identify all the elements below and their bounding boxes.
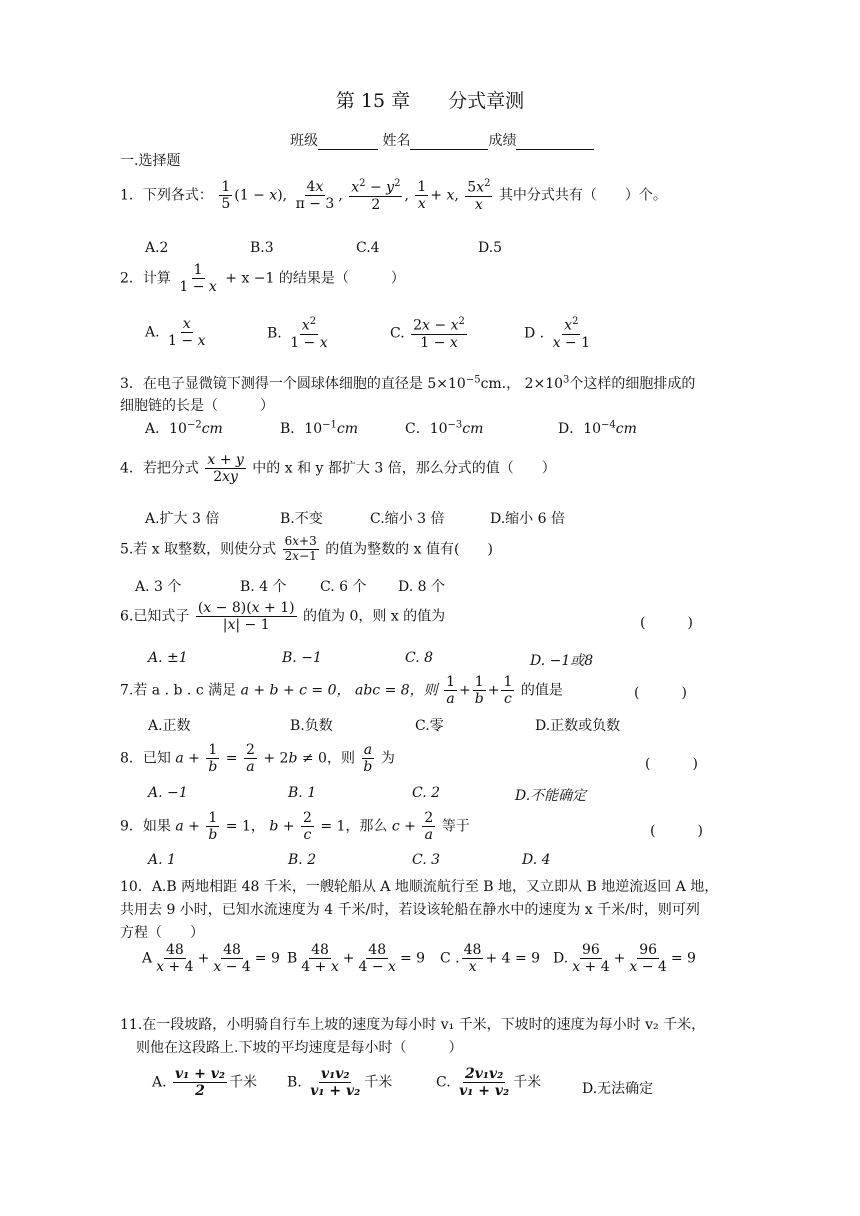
q7-condition-product: abc = 8，则: [354, 682, 438, 699]
q6-prefix: 6.已知式子: [120, 608, 190, 625]
student-info-line: [290, 130, 594, 150]
q3-text-c: 2×10: [524, 376, 564, 392]
q5-option-d[interactable]: D. 8 个: [398, 579, 445, 595]
q4-option-c[interactable]: C.缩小 3 倍: [370, 511, 445, 527]
q3-text-b: cm.，: [480, 376, 521, 392]
q5-option-a[interactable]: A. 3 个: [135, 579, 182, 595]
q9-option-b[interactable]: B. 2: [288, 852, 317, 868]
question-2: [120, 262, 405, 295]
q7-prefix: 7.若 a . b . c 满足: [120, 682, 237, 699]
q9-option-c[interactable]: C. 3: [412, 852, 441, 868]
q4-suffix: 中的 x 和 y 都扩大 3 倍，那么分式的值（ ）: [252, 460, 556, 477]
q3-option-d[interactable]: D．$10^{-4}cm$: [558, 419, 637, 437]
q1-option-b[interactable]: B.3: [250, 240, 274, 256]
q2-option-d[interactable]: D . $\frac{x^2}{x - 1}$: [524, 316, 591, 351]
q9-suffix: 等于: [441, 818, 470, 835]
q5-option-b[interactable]: B. 4 个: [240, 579, 287, 595]
q4-option-a[interactable]: A.扩大 3 倍: [145, 511, 220, 527]
q1-option-c[interactable]: C.4: [356, 240, 380, 256]
score-label: 成绩: [488, 133, 517, 149]
q3-text-a: 3．在电子显微镜下测得一个圆球体细胞的直径是 5×10: [120, 376, 466, 392]
question-9: 9．如果 a + $\frac{1}{b}$ = 1， b + $\frac{2}{c}$ = 1，那么 c + $\frac{2}{a}$ 等于: [120, 810, 470, 844]
q5-suffix: 的值为整数的 x 值有( ): [325, 541, 493, 558]
q1-suffix: 其中分式共有（ ）个。: [498, 187, 667, 204]
q7-frac-a: $\frac{1}{a}$: [446, 674, 456, 708]
q8-option-b[interactable]: B. 1: [288, 785, 317, 801]
q4-frac: $\frac{x + y}{2xy}$: [207, 452, 244, 486]
q1-frac-a: $\frac{1}{5}$: [221, 178, 231, 212]
q2-frac: $\frac{1}{1 - x}$: [179, 262, 217, 296]
q2-option-b[interactable]: B. $\frac{x^2}{1 - x}$: [267, 316, 328, 351]
q11-option-c[interactable]: C. $\frac{\text{2v₁v₂}}{\text{v₁ + v₂}}$ 千米: [436, 1066, 542, 1100]
q10-option-a[interactable]: A $\frac{48}{x + 4}$ + $\frac{48}{x - 4}$ = 9: [142, 942, 280, 976]
q11-option-b[interactable]: B. $\frac{\text{v₁v₂}}{\text{v₁ + v₂}}$ 千米: [287, 1066, 393, 1100]
q7-condition-sum: a + b + c = 0，: [240, 682, 351, 699]
q1-frac-b: $\frac{4x}{\pi - 3}$: [295, 178, 335, 212]
q5-frac: $\frac{6x+3}{2x-1}$: [284, 534, 317, 563]
q6-answer-paren[interactable]: ( ): [640, 615, 693, 631]
question-3: [120, 373, 695, 393]
q11-option-a[interactable]: A. $\frac{\text{v₁ + v₂}}{2}$ 千米: [152, 1066, 258, 1100]
q7-option-b[interactable]: B.负数: [290, 718, 333, 734]
q3-option-b[interactable]: B．$10^{-1}cm$: [280, 419, 358, 437]
q9-option-d[interactable]: D. 4: [522, 852, 551, 868]
q9-answer-paren[interactable]: ( ): [650, 823, 703, 839]
question-4: [120, 452, 556, 485]
q8-answer-paren[interactable]: ( ): [645, 756, 698, 772]
q6-option-c[interactable]: C. 8: [405, 650, 434, 666]
q7-option-c[interactable]: C.零: [415, 718, 444, 734]
q10-line-2: 共用去 9 小时，已知水流速度为 4 千米/时，若设该轮船在静水中的速度为 x 千米/时，则可列: [120, 902, 700, 918]
q4-prefix: 4．若把分式: [120, 460, 199, 477]
question-1: 1．下列各式： $\frac{1}{5}$ (1 − x), $\frac{4x}{\pi - 3}$ , $\frac{x^2 - y^2}{2}$ , $\frac{1}{x}$ + x, $\frac{5x^2}{x}$ 其中分式共有（ ）个。: [120, 178, 667, 213]
q2-prefix: 2．计算: [120, 270, 171, 287]
q8-suffix: 为: [380, 750, 395, 767]
q10-option-c[interactable]: C . $\frac{48}{x}$ + 4 = 9: [440, 942, 541, 976]
q3-option-c[interactable]: C．$10^{-3}cm$: [405, 419, 484, 437]
q11-line-2: 则他在这段路上.下坡的平均速度是每小时（ ）: [136, 1040, 463, 1056]
question-7: 7.若 a . b . c 满足 a + b + c = 0， abc = 8，则 $\frac{1}{a}$ + $\frac{1}{b}$ + $\frac{1}{c}$ 的值是: [120, 674, 563, 708]
q2-option-a[interactable]: A. $\frac{x}{1 - x}$: [145, 316, 206, 350]
q8-option-a[interactable]: A. −1: [148, 785, 188, 801]
class-label: 班级: [290, 133, 318, 149]
q4-option-d[interactable]: D.缩小 6 倍: [490, 511, 565, 527]
q10-option-d[interactable]: D. $\frac{96}{x + 4}$ + $\frac{96}{x - 4}$ = 9: [553, 942, 696, 976]
name-blank[interactable]: [410, 149, 488, 150]
q3-line-2: 细胞链的长是（ ）: [120, 398, 274, 414]
class-blank[interactable]: [318, 149, 378, 150]
q5-option-c[interactable]: C. 6 个: [320, 579, 367, 595]
question-6: [120, 600, 445, 633]
q1-prefix: 1．下列各式：: [120, 187, 213, 204]
question-8: 8．已知 a + $\frac{1}{b}$ = $\frac{2}{a}$ + 2b ≠ 0，则 $\frac{a}{b}$ 为: [120, 742, 395, 776]
question-5: [120, 535, 493, 564]
q7-option-d[interactable]: D.正数或负数: [535, 718, 621, 734]
q7-frac-b: $\frac{1}{b}$: [474, 674, 484, 708]
q11-option-d[interactable]: D.无法确定: [582, 1081, 654, 1097]
section-heading: 一.选择题: [120, 153, 181, 169]
q10-line-1: 10．A.B 两地相距 48 千米，一艘轮船从 A 地顺流航行至 B 地，又立即从 B 地逆流返回 A 地，: [120, 879, 719, 895]
q6-suffix: 的值为 0，则 x 的值为: [303, 608, 446, 625]
page-title: 第 15 章 分式章测: [335, 90, 525, 112]
q4-option-b[interactable]: B.不变: [280, 511, 323, 527]
q8-option-c[interactable]: C. 2: [412, 785, 441, 801]
name-label: 姓名: [382, 133, 411, 149]
q3-exp-b: 3: [563, 374, 570, 386]
q7-answer-paren[interactable]: ( ): [634, 685, 687, 701]
q8-option-d[interactable]: D.不能确定: [515, 788, 587, 804]
q7-frac-c: $\frac{1}{c}$: [503, 674, 513, 708]
q5-prefix: 5.若 x 取整数，则使分式: [120, 541, 277, 558]
q1-option-a[interactable]: A.2: [145, 240, 169, 256]
q7-option-a[interactable]: A.正数: [148, 718, 191, 734]
q2-suffix: 的结果是（ ）: [278, 270, 405, 287]
q3-text-d: 个这样的细胞排成的: [569, 376, 696, 392]
q6-option-a[interactable]: A. ±1: [148, 650, 188, 666]
q10-option-b[interactable]: B $\frac{48}{4 + x}$ + $\frac{48}{4 - x}$ = 9: [287, 942, 426, 976]
q6-option-d[interactable]: D. −1或8: [530, 653, 594, 669]
q9-option-a[interactable]: A. 1: [148, 852, 176, 868]
q1-frac-d: $\frac{1}{x}$: [417, 178, 427, 212]
q1-option-d[interactable]: D.5: [478, 240, 503, 256]
score-blank[interactable]: [516, 149, 594, 150]
q1-frac-e: $\frac{5x^2}{x}$: [467, 178, 491, 213]
q2-option-c[interactable]: C. $\frac{2x - x^2}{1 - x}$: [390, 316, 465, 351]
q1-frac-c: $\frac{x^2 - y^2}{2}$: [351, 178, 401, 213]
q11-line-1: 11.在一段坡路，小明骑自行车上坡的速度为每小时 v₁ 千米，下坡时的速度为每小时 v₂ 千米，: [120, 1017, 706, 1033]
q6-frac: $\frac{(x - 8)(x + 1)}{|x| - 1}$: [197, 600, 295, 634]
q10-line-3: 方程（ ）: [120, 925, 204, 941]
q3-option-a[interactable]: A．$10^{-2}cm$: [145, 419, 223, 437]
q2-mid: + x −1: [225, 270, 275, 287]
q7-suffix: 的值是: [520, 682, 563, 699]
q9-prefix: 9．如果: [120, 818, 171, 835]
q8-prefix: 8．已知: [120, 750, 171, 767]
q6-option-b[interactable]: B. −1: [282, 650, 322, 666]
q3-exp-a: −5: [465, 374, 481, 386]
